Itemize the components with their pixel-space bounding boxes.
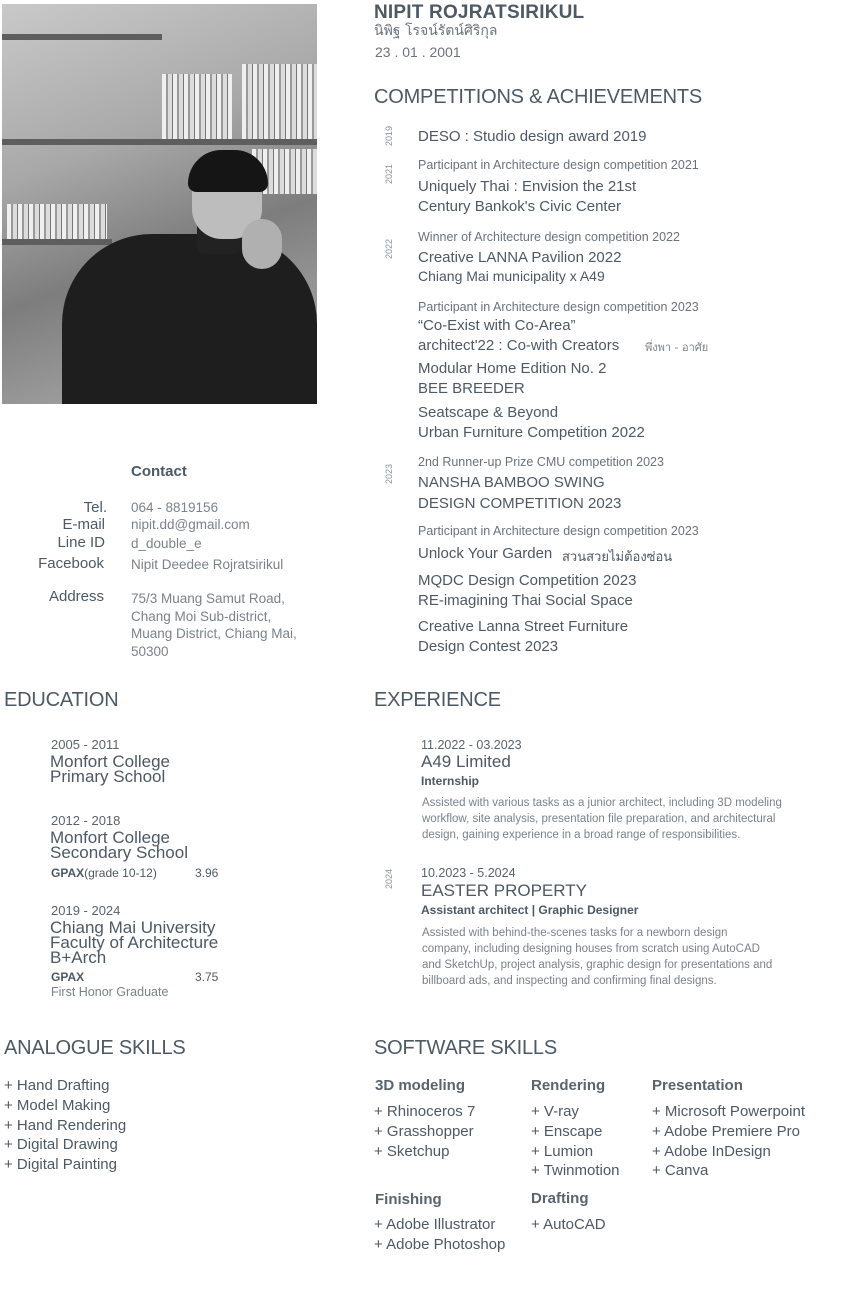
list-item: + Rhinoceros 7	[374, 1103, 476, 1120]
competition-title: Creative Lanna Street Furniture	[418, 618, 629, 635]
competition-note: Participant in Architecture design competition 2023	[418, 300, 699, 314]
drafting-skills-list	[531, 1215, 606, 1235]
line-id-label: Line ID	[57, 534, 105, 551]
list-item: + Model Making	[4, 1096, 111, 1114]
competition-title: Creative LANNA Pavilion 2022	[418, 249, 622, 266]
education-date: 2005 - 2011	[51, 737, 120, 752]
list-item: + Digital Painting	[4, 1156, 117, 1174]
list-item: + Lumion	[531, 1142, 594, 1160]
list-item: + Adobe Illustrator	[374, 1216, 496, 1233]
thai-name: นิพิฐ โรจน์รัตน์ศิริกุล	[374, 23, 498, 39]
year-label: 2019	[384, 125, 394, 146]
list-item: + Hand Rendering	[4, 1116, 127, 1134]
competition-title: Urban Furniture Competition 2022	[418, 424, 645, 441]
competition-title: Seatscape & Beyond	[418, 404, 559, 421]
skill-category: 3D modeling	[375, 1077, 466, 1094]
competition-title: NANSHA BAMBOO SWING	[418, 474, 605, 491]
software-skills-heading: SOFTWARE SKILLS	[374, 1037, 557, 1059]
skill-category: Drafting	[531, 1190, 589, 1207]
competition-thai: สวนสวยไม่ต้องซ่อน	[562, 550, 673, 565]
competition-title: Century Bankok's Civic Center	[418, 198, 621, 215]
competition-note: Participant in Architecture design competition 2021	[418, 158, 699, 172]
competition-title: architect'22 : Co-with Creators	[418, 337, 620, 354]
skill-category: Presentation	[652, 1077, 743, 1094]
competition-title: BEE BREEDER	[418, 380, 525, 397]
experience-role: Internship	[421, 774, 480, 788]
year-label: 2023	[384, 463, 394, 484]
list-item: + Canva	[652, 1162, 709, 1180]
year-label: 2024	[384, 868, 394, 889]
experience-description: Assisted with various tasks as a junior architect, including 3D modeling workflow, site analysis, presentation file preparation, and architectural design, gaining experience in a broad range of responsibilities.	[422, 797, 782, 841]
list-item: + Twinmotion	[531, 1162, 620, 1180]
list-item: + Digital Drawing	[4, 1136, 118, 1154]
list-item: + Microsoft Powerpoint	[652, 1103, 805, 1120]
year-label: 2022	[384, 238, 394, 259]
competition-title: Design Contest 2023	[418, 638, 559, 655]
facebook-label: Facebook	[38, 555, 104, 572]
list-item: + Sketchup	[374, 1142, 450, 1160]
competition-title: DESO : Studio design award 2019	[418, 128, 647, 145]
experience-role: Assistant architect | Graphic Designer	[421, 903, 639, 917]
finishing-skills-list	[374, 1215, 505, 1255]
education-school: Monfort College Secondary School	[50, 828, 188, 862]
experience-date: 10.2023 - 5.2024	[421, 866, 516, 880]
modeling-skills-list	[374, 1102, 475, 1161]
competition-title: Modular Home Edition No. 2	[418, 360, 607, 377]
list-item: + Enscape	[531, 1122, 603, 1140]
contact-title: Contact	[131, 463, 187, 480]
education-date: 2019 - 2024	[51, 903, 121, 918]
experience-heading: EXPERIENCE	[374, 689, 501, 711]
education-school: Chiang Mai University Faculty of Architecture B+Arch	[50, 918, 219, 967]
competition-title: MQDC Design Competition 2023	[418, 572, 637, 589]
date-of-birth: 23 . 01 . 2001	[375, 44, 461, 60]
list-item: + Grasshopper	[374, 1122, 474, 1140]
competition-subtitle: Chiang Mai municipality x A49	[418, 268, 605, 284]
gpa-label: GPAX	[51, 970, 85, 984]
competitions-heading: COMPETITIONS & ACHIEVEMENTS	[374, 86, 702, 108]
education-date: 2012 - 2018	[51, 813, 121, 828]
experience-date: 11.2022 - 03.2023	[421, 738, 522, 752]
competition-title: Uniquely Thai : Envision the 21st	[418, 178, 637, 195]
facebook-value: Nipit Deedee Rojratsirikul	[131, 557, 284, 572]
experience-description: Assisted with behind-the-scenes tasks for a newborn design company, including designing houses from scratch using AutoCAD and SketchUp, project analysis, graphic design for presentations and billboard ads, and inspecting and confirming final designs.	[422, 927, 773, 987]
address-value: 75/3 Muang Samut Road, Chang Moi Sub-district, Muang District, Chiang Mai, 50300	[131, 591, 297, 659]
tel-label: Tel.	[83, 499, 107, 516]
analogue-skills-heading: ANALOGUE SKILLS	[4, 1037, 186, 1059]
skill-category: Finishing	[375, 1191, 442, 1208]
skill-category: Rendering	[531, 1077, 606, 1094]
competition-title: RE-imagining Thai Social Space	[418, 592, 633, 609]
line-id-value: d_double_e	[131, 536, 202, 551]
presentation-skills-list	[652, 1102, 805, 1181]
list-item: + V-ray	[531, 1103, 579, 1120]
education-school: Monfort College Primary School	[50, 752, 171, 786]
address-label: Address	[48, 588, 104, 605]
list-item: + AutoCAD	[531, 1216, 606, 1233]
list-item: + Adobe InDesign	[652, 1142, 771, 1160]
list-item: + Hand Drafting	[4, 1077, 110, 1094]
competition-note: Winner of Architecture design competition 2022	[418, 230, 680, 244]
tel-value[interactable]: 064 - 8819156	[131, 500, 219, 515]
competition-title: Unlock Your Garden	[418, 545, 553, 562]
list-item: + Adobe Premiere Pro	[652, 1122, 801, 1140]
full-name: NIPIT ROJRATSIRIKUL	[374, 2, 585, 23]
experience-company: EASTER PROPERTY	[421, 881, 587, 900]
gpa-value: 3.96	[195, 866, 219, 880]
gpa-value: 3.75	[195, 970, 219, 984]
rendering-skills-list	[531, 1102, 620, 1181]
competition-note: 2nd Runner-up Prize CMU competition 2023	[418, 455, 664, 469]
analogue-skills-list	[4, 1076, 126, 1175]
list-item: + Adobe Photoshop	[374, 1235, 506, 1253]
competition-note: Participant in Architecture design competition 2023	[418, 524, 699, 538]
year-label: 2021	[384, 163, 394, 184]
gpa-label: GPAX(grade 10-12)	[51, 866, 157, 880]
competition-title: “Co-Exist with Co-Area”	[418, 317, 576, 334]
email-value[interactable]: nipit.dd@gmail.com	[131, 517, 250, 532]
honor-text: First Honor Graduate	[51, 985, 169, 999]
competition-thai: พึ่งพา - อาศัย	[645, 341, 709, 354]
education-heading: EDUCATION	[4, 689, 119, 711]
profile-photo	[2, 4, 317, 404]
experience-company: A49 Limited	[421, 752, 511, 771]
competition-title: DESIGN COMPETITION 2023	[418, 495, 622, 512]
email-label: E-mail	[62, 516, 105, 533]
